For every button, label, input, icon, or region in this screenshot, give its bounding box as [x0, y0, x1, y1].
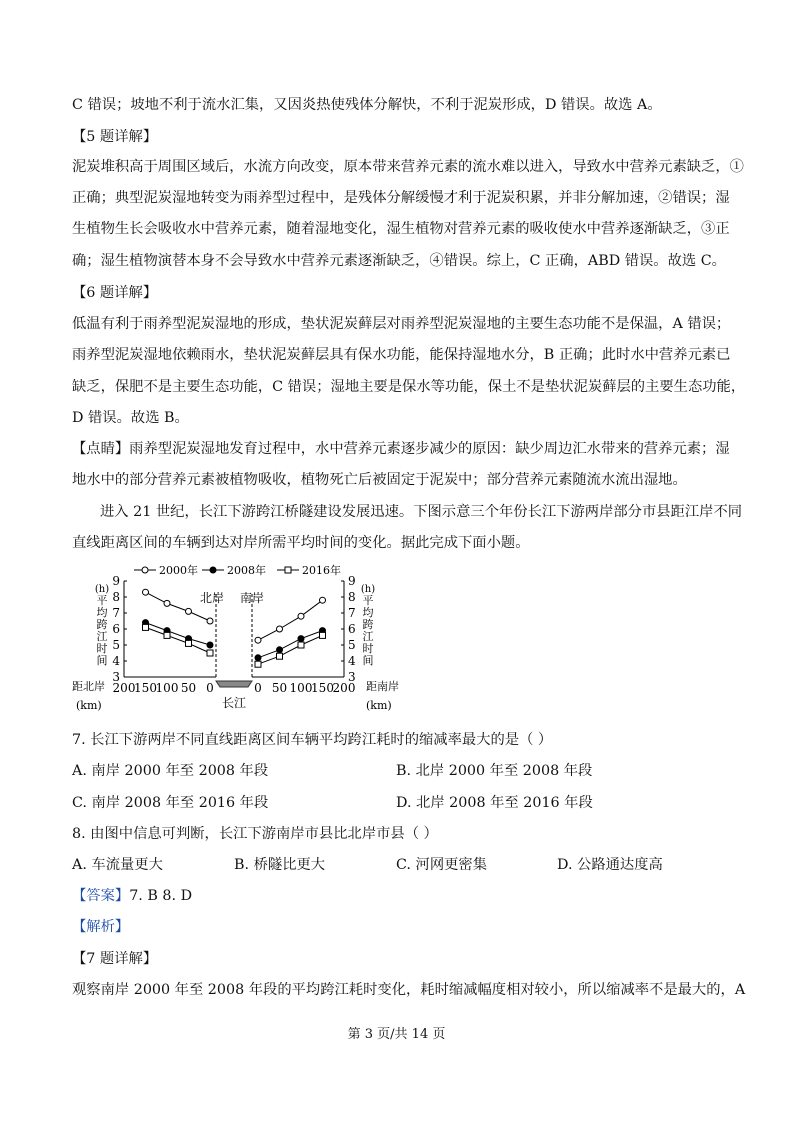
question-7-option-b: B. 北岸 2000 年至 2008 年段: [396, 763, 593, 779]
text-line: 地水中的部分营养元素被植物吸收，植物死亡后被固定于泥炭中；部分营养元素随流水流出湿地。: [72, 472, 687, 488]
y-tick-label-left: 5: [112, 638, 120, 652]
text-line: 【点睛】雨养型泥炭湿地发育过程中，水中营养元素逐步减少的原因：缺少周边汇水带来的营养元素；湿: [72, 441, 730, 457]
y-tick-label-right: 9: [348, 574, 356, 588]
legend-label: 2008年: [227, 564, 266, 577]
river-label: 长江: [221, 696, 247, 710]
x-axis-label-south: 距南岸: [366, 680, 399, 693]
legend-marker: [142, 567, 148, 573]
north-bank-label: 北岸: [199, 591, 225, 605]
question-8-stem: 8. 由图中信息可判断，长江下游南岸市县比北岸市县（ ）: [72, 826, 438, 842]
travel-time-chart: [72, 562, 412, 717]
x-tick-label-north: 100: [155, 681, 179, 695]
y-tick-label-right: 8: [348, 590, 356, 604]
text-line: 泥炭堆积高于周围区域后，水流方向改变，原本带来营养元素的流水难以进入，导致水中营养元素缺乏，①: [72, 159, 744, 175]
north-data-point: [207, 642, 213, 648]
y-tick-label-right: 7: [348, 606, 356, 620]
text-line: 缺乏，保肥不是主要生态功能，C 错误；湿地主要是保水等功能，保土不是垫状泥炭藓层的主要生态功能，: [72, 379, 746, 395]
y-axis-label-left: 间: [96, 654, 108, 667]
question-8-option-d: D. 公路通达度高: [557, 857, 663, 873]
y-axis-label-left: 时: [96, 642, 108, 655]
y-axis-label-right: 间: [362, 654, 374, 667]
south-data-point: [298, 642, 304, 648]
question-8-option-b: B. 桥隧比更大: [234, 857, 326, 873]
x-axis-unit-north: (km): [76, 699, 102, 712]
south-bank-label: 南岸: [239, 591, 265, 605]
river-shape: [216, 681, 252, 687]
answer-line: [72, 886, 192, 906]
south-data-point: [277, 626, 283, 632]
north-series-line-2016年: [146, 627, 211, 653]
question-7-option-c: C. 南岸 2008 年至 2016 年段: [72, 795, 269, 811]
y-axis-label-right: 跨: [362, 618, 374, 631]
north-data-point: [143, 624, 149, 630]
y-tick-label-left: 7: [112, 606, 120, 620]
question-8-option-a: A. 车流量更大: [72, 857, 163, 873]
south-data-point: [298, 636, 304, 642]
y-tick-label-left: 9: [112, 574, 120, 588]
south-series-line-2016年: [258, 635, 323, 664]
x-axis-unit-south: (km): [366, 699, 392, 712]
north-data-point: [186, 608, 192, 614]
x-tick-label-south: 200: [332, 681, 356, 695]
question-7-option-a: A. 南岸 2000 年至 2008 年段: [72, 763, 269, 779]
y-axis-label-right: 均: [362, 606, 374, 619]
x-tick-label-south: 100: [289, 681, 313, 695]
south-data-point: [255, 637, 261, 643]
north-data-point: [207, 618, 213, 624]
north-series-line-2008年: [146, 623, 211, 645]
question-7-stem: 7. 长江下游两岸不同直线距离区间车辆平均跨江耗时的缩减率最大的是（ ）: [72, 732, 553, 748]
north-data-point: [164, 632, 170, 638]
x-tick-label-south: 50: [271, 681, 288, 695]
legend-marker: [285, 567, 291, 573]
section-heading: 【7 题详解】: [72, 951, 158, 967]
y-axis-label-left: 江: [96, 630, 108, 643]
y-axis-label-right: 平: [362, 594, 374, 607]
text-line: 确；湿生植物演替本身不会导致水中营养元素逐渐缺乏，④错误。综上，C 正确，ABD 错误。故选 C。: [72, 253, 726, 269]
north-data-point: [207, 650, 213, 656]
south-data-point: [320, 597, 326, 603]
north-data-point: [164, 600, 170, 606]
text-line: 雨养型泥炭湿地依赖雨水，垫状泥炭藓层具有保水功能，能保持湿地水分，B 正确；此时水中营养元素已: [72, 347, 731, 363]
y-tick-label-right: 4: [348, 654, 356, 668]
text-line: C 错误；坡地不利于流水汇集，又因炎热使残体分解快，不利于泥炭形成，D 错误。故选 A。: [72, 97, 662, 113]
text-line: 生植物生长会吸收水中营养元素，随着湿地变化，湿生植物对营养元素的吸收使水中营养逐渐缺乏，③正: [72, 221, 730, 237]
south-data-point: [277, 647, 283, 653]
y-tick-label-right: 5: [348, 638, 356, 652]
question-7-option-d: D. 北岸 2008 年至 2016 年段: [396, 795, 593, 811]
south-data-point: [255, 655, 261, 661]
y-axis-unit-right: (h): [360, 584, 376, 595]
section-heading: 【6 题详解】: [72, 285, 158, 301]
question-8-option-c: C. 河网更密集: [396, 857, 488, 873]
analysis-label: 【解析】: [72, 919, 130, 935]
y-tick-label-left: 3: [112, 670, 120, 684]
south-data-point: [277, 653, 283, 659]
y-axis-label-left: 平: [96, 594, 108, 607]
x-tick-label-north: 0: [206, 681, 214, 695]
legend-label: 2000年: [159, 564, 198, 577]
y-tick-label-right: 3: [348, 670, 356, 684]
y-tick-label-left: 8: [112, 590, 120, 604]
y-axis-label-right: 时: [362, 642, 374, 655]
y-axis-label-right: 江: [362, 630, 374, 643]
legend-label: 2016年: [302, 564, 341, 577]
x-tick-label-south: 150: [311, 681, 334, 695]
south-data-point: [320, 632, 326, 638]
x-tick-label-south: 0: [254, 681, 262, 695]
text-line: 进入 21 世纪，长江下游跨江桥隧建设发展迅速。下图示意三个年份长江下游两岸部分市县距江岸不同: [100, 504, 743, 520]
y-axis-label-left: 均: [96, 606, 108, 619]
legend-marker: [210, 567, 216, 573]
y-tick-label-left: 4: [112, 654, 120, 668]
north-data-point: [186, 640, 192, 646]
page-footer: 第 3 页/共 14 页: [347, 1027, 446, 1042]
x-tick-label-north: 200: [112, 681, 136, 695]
x-tick-label-north: 150: [134, 681, 157, 695]
text-line: 低温有利于雨养型泥炭湿地的形成，垫状泥炭藓层对雨养型泥炭湿地的主要生态功能不是保温，A 错误；: [72, 316, 731, 332]
south-data-point: [255, 661, 261, 667]
y-axis-unit-left: (h): [94, 584, 110, 595]
x-axis-label-north: 距北岸: [72, 680, 105, 693]
north-data-point: [143, 589, 149, 595]
text-line: D 错误。故选 B。: [72, 410, 189, 426]
x-tick-label-north: 50: [180, 681, 197, 695]
south-data-point: [298, 613, 304, 619]
section-heading: 【5 题详解】: [72, 129, 158, 145]
answer-text: 7. B 8. D: [129, 888, 193, 904]
text-line: 观察南岸 2000 年至 2008 年段的平均跨江耗时变化，耗时缩减幅度相对较小，所以缩减率不是最大的，A: [72, 982, 746, 998]
text-line: 正确；典型泥炭湿地转变为雨养型过程中，是残体分解缓慢才利于泥炭积累，并非分解加速，②错误；湿: [72, 190, 730, 206]
y-tick-label-left: 6: [112, 622, 120, 636]
answer-label: 【答案】: [72, 888, 130, 904]
y-axis-label-left: 跨: [96, 618, 108, 631]
y-tick-label-right: 6: [348, 622, 356, 636]
text-line: 直线距离区间的车辆到达对岸所需平均时间的变化。据此完成下面小题。: [72, 535, 530, 551]
